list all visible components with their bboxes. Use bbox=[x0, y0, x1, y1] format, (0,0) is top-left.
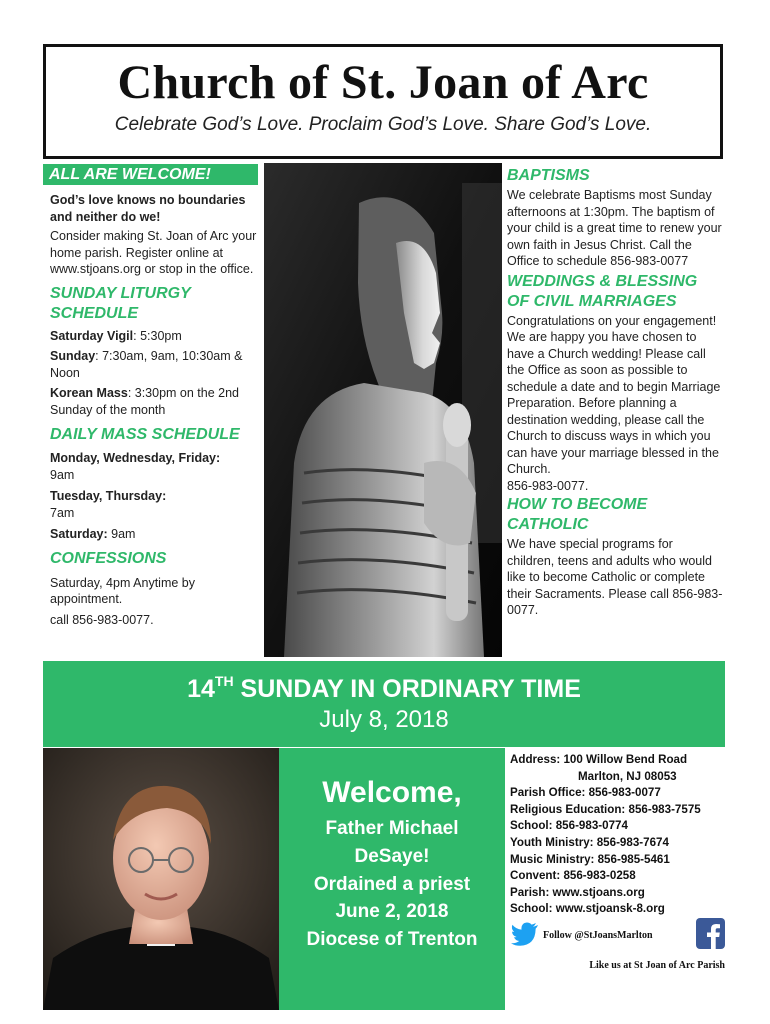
contact-info bbox=[510, 752, 725, 918]
weddings-phone: 856-983-0077. bbox=[507, 478, 589, 493]
welcome-bold-text: God’s love knows no boundaries and neither do we! bbox=[50, 193, 246, 224]
weddings-heading: WEDDINGS & BLESSING OF CIVIL MARRIAGES bbox=[507, 272, 698, 310]
daily-mass-item: Saturday: 9am bbox=[50, 527, 136, 541]
welcome-line: Father Michael bbox=[325, 818, 459, 839]
daily-mass-item: Tuesday, Thursday: 7am bbox=[50, 489, 167, 520]
welcome-line: DeSaye! bbox=[354, 846, 430, 867]
welcome-line: Diocese of Trenton bbox=[306, 929, 478, 950]
welcome-message bbox=[279, 748, 505, 1010]
statue-photo bbox=[264, 163, 502, 657]
twitter-follow-text[interactable]: Follow @StJoansMarlton bbox=[543, 930, 653, 941]
catholic-heading: HOW TO BECOME CATHOLIC bbox=[507, 496, 648, 533]
contact-line: Religious Education: 856-983-7575 bbox=[510, 802, 701, 816]
address-line: Address: 100 Willow Bend Road bbox=[510, 753, 688, 766]
address-line: Marlton, NJ 08053 bbox=[578, 769, 677, 783]
daily-mass-heading: DAILY MASS SCHEDULE bbox=[50, 426, 240, 443]
parish-website[interactable]: Parish: www.stjoans.org bbox=[510, 885, 645, 899]
contact-line: Music Ministry: 856-985-5461 bbox=[510, 852, 670, 866]
facebook-like-text[interactable]: Like us at St Joan of Arc Parish bbox=[589, 960, 725, 971]
masthead bbox=[43, 44, 723, 159]
welcome-heading: ALL ARE WELCOME! bbox=[43, 164, 258, 185]
welcome-panel bbox=[43, 748, 505, 1010]
welcome-title: Welcome, bbox=[322, 776, 462, 809]
facebook-icon[interactable] bbox=[696, 918, 725, 949]
weddings-body: Congratulations on your engagement! We are happy you have chosen to have a Church wedding! Please call the Office as soon as possible to schedule a date and to begin Marriage Preparation. Before planning a destination wedding, please call the Church to discuss ways in which you can have your marriage blessed in the Church. bbox=[507, 313, 721, 476]
school-website[interactable]: School: www.stjoansk-8.org bbox=[510, 902, 665, 916]
baptisms-body: We celebrate Baptisms most Sunday afternoons at 1:30pm. The baptism of your child is a great time to renew your own faith in Jesus Christ. Call the Office to schedule 856-983-0077 bbox=[507, 188, 722, 268]
welcome-body: Consider making St. Joan of Arc your home parish. Register online at www.stjoans.org or stop in the office. bbox=[50, 229, 257, 276]
banner-date: July 8, 2018 bbox=[319, 706, 449, 733]
welcome-line: June 2, 2018 bbox=[335, 901, 449, 922]
contact-line: School: 856-983-0774 bbox=[510, 819, 628, 833]
liturgy-heading: SUNDAY LITURGY SCHEDULE bbox=[50, 284, 191, 322]
confessions-body: Saturday, 4pm Anytime by appointment. bbox=[50, 575, 195, 606]
right-column bbox=[507, 164, 723, 619]
confessions-heading: CONFESSIONS bbox=[50, 549, 167, 567]
statue-illustration bbox=[264, 163, 502, 657]
contact-line: Convent: 856-983-0258 bbox=[510, 869, 636, 883]
contact-line: Parish Office: 856-983-0077 bbox=[510, 786, 661, 800]
sunday-banner bbox=[43, 661, 725, 747]
tagline: Celebrate God’s Love. Proclaim God’s Love. Share God’s Love. bbox=[114, 114, 652, 135]
social-links bbox=[510, 918, 725, 958]
left-column bbox=[43, 164, 258, 628]
contact-line: Youth Ministry: 856-983-7674 bbox=[510, 835, 669, 849]
page-title: Church of St. Joan of Arc bbox=[117, 56, 649, 109]
baptisms-heading: BAPTISMS bbox=[507, 167, 590, 184]
welcome-line: Ordained a priest bbox=[313, 874, 471, 895]
liturgy-item: Sunday: 7:30am, 9am, 10:30am & Noon bbox=[50, 349, 243, 380]
banner-title: 14TH SUNDAY IN ORDINARY TIME bbox=[187, 673, 581, 703]
confessions-phone: call 856-983-0077. bbox=[50, 612, 154, 627]
liturgy-item: Saturday Vigil: 5:30pm bbox=[50, 328, 182, 343]
daily-mass-item: Monday, Wednesday, Friday: 9am bbox=[50, 451, 221, 482]
priest-portrait bbox=[43, 748, 279, 1010]
portrait-illustration bbox=[43, 748, 279, 1010]
catholic-body: We have special programs for children, teens and adults who would like to become Catholic or complete their Sacraments. Please call 856-983-0077. bbox=[507, 537, 723, 617]
twitter-icon[interactable] bbox=[510, 918, 541, 949]
liturgy-item: Korean Mass: 3:30pm on the 2nd Sunday of the month bbox=[50, 386, 240, 417]
